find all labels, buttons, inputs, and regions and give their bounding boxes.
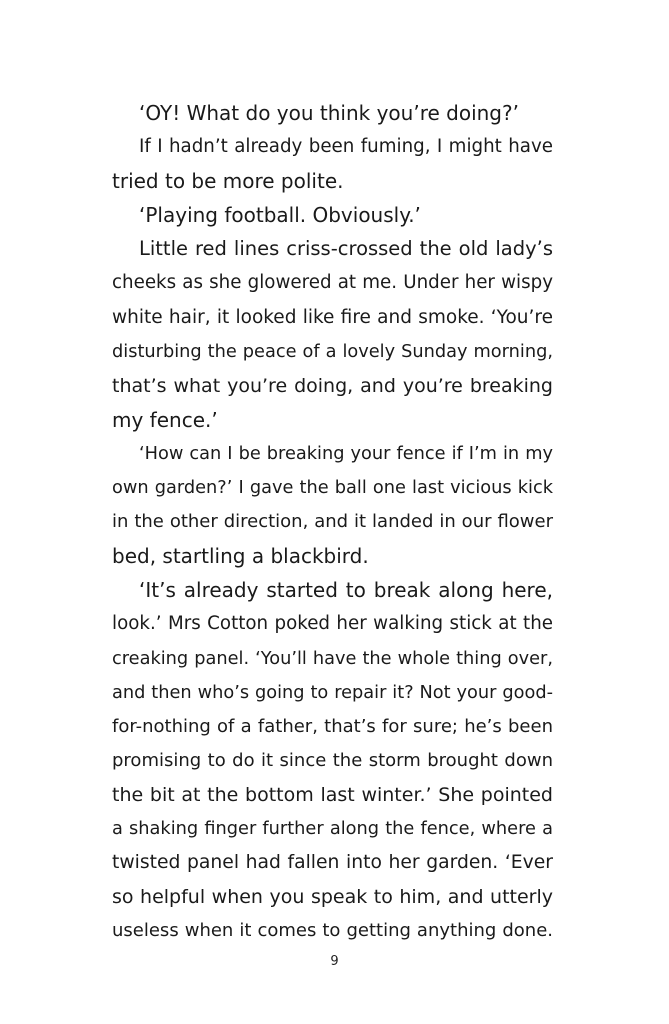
paragraph [112, 130, 553, 198]
text-line: promising to do it since the storm brought down [112, 749, 553, 771]
text-line: so helpful when you speak to him, and utterly [112, 886, 553, 909]
text-line: useless when it comes to getting anything done. [112, 920, 553, 942]
text-line: the bit at the bottom last winter.’ She pointed [112, 783, 553, 806]
text-line: my fence.’ [112, 407, 218, 432]
text-line: cheeks as she glowered at me. Under her wispy [112, 272, 553, 294]
text-line: disturbing the peace of a lovely Sunday morning, [112, 341, 553, 362]
text-line: own garden?’ I gave the ball one last vicious kick [112, 478, 553, 499]
text-line: bed, startling a blackbird. [112, 544, 369, 569]
text-line: If I hadn’t already been fuming, I might have [139, 136, 553, 158]
text-line: that’s what you’re doing, and you’re breaking [112, 374, 553, 397]
text-line: look.’ Mrs Cotton poked her walking stick at the [112, 613, 553, 635]
text-line: ‘Playing football. Obviously.’ [139, 203, 421, 228]
text-line: for-nothing of a father, that’s for sure; he’s been [112, 715, 553, 737]
paragraph [112, 437, 553, 573]
text-line: twisted panel had fallen into her garden. ‘Ever [112, 852, 553, 874]
text-line: ‘How can I be breaking your fence if I’m in my [139, 443, 553, 464]
paragraph [112, 573, 553, 948]
text-line: ‘OY! What do you think you’re doing?’ [139, 101, 519, 125]
paragraph [112, 232, 553, 437]
page-body [112, 96, 553, 948]
text-line: creaking panel. ‘You’ll have the whole thing over, [112, 648, 553, 669]
paragraph [112, 198, 553, 232]
text-line: white hair, it looked like fire and smoke. ‘You’re [112, 306, 553, 328]
text-line: Little red lines criss-crossed the old lady’s [139, 237, 553, 261]
text-line: a shaking finger further along the fence, where a [112, 818, 553, 839]
text-line: ‘It’s already started to break along here, [139, 578, 553, 603]
text-line: in the other direction, and it landed in our flower [112, 511, 553, 533]
text-line: tried to be more polite. [112, 169, 344, 194]
text-line: and then who’s going to repair it? Not your good- [112, 682, 553, 703]
page-number: 9 [330, 954, 339, 969]
paragraph [112, 96, 553, 130]
